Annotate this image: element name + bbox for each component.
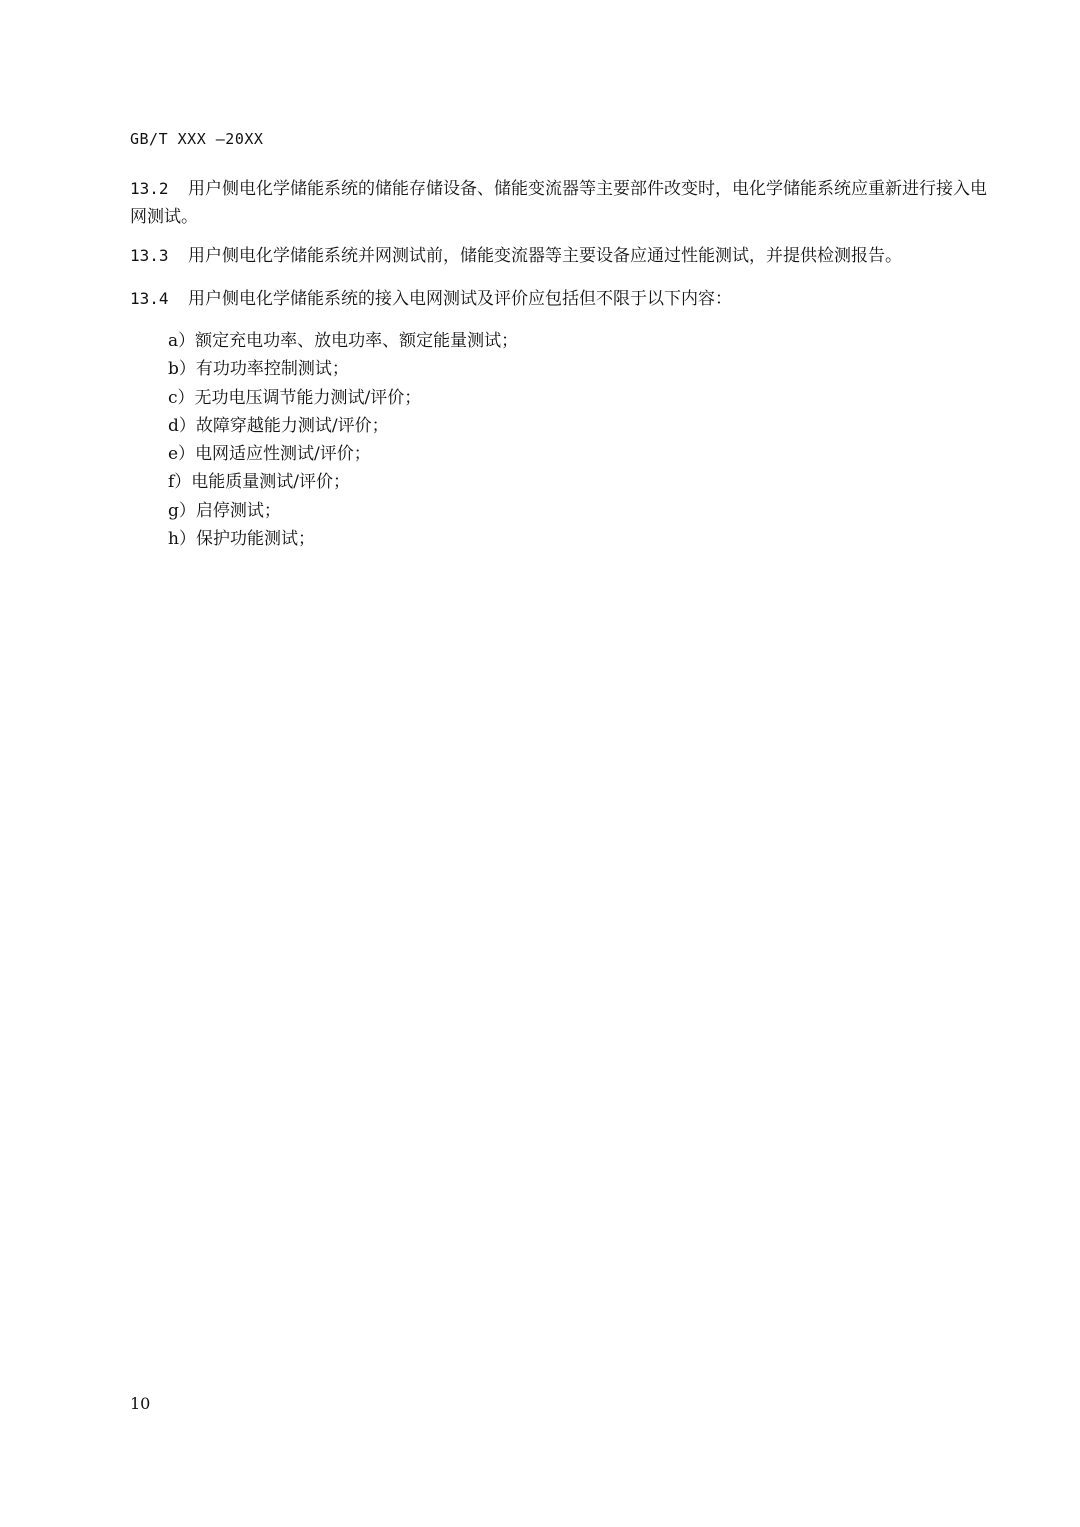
- list-item-text: 电网适应性测试/评价；: [195, 444, 371, 465]
- list-item: [168, 468, 968, 496]
- list-marker: f）: [168, 472, 192, 493]
- list-item: [168, 525, 968, 553]
- list-item: [168, 327, 968, 355]
- list-marker: e）: [168, 444, 196, 465]
- test-item-list: [168, 327, 968, 553]
- list-item-text: 有功功率控制测试；: [195, 359, 349, 380]
- clause-13-4: [130, 285, 990, 313]
- list-marker: c）: [168, 387, 195, 408]
- clause-13-3: [130, 242, 990, 270]
- list-item: [168, 412, 968, 440]
- list-item-text: 无功电压调节能力测试/评价；: [194, 387, 422, 408]
- clause-text: 用户侧电化学储能系统并网测试前，储能变流器等主要设备应通过性能测试，并提供检测报告。: [188, 246, 902, 266]
- list-item: [168, 355, 968, 383]
- list-item-text: 保护功能测试；: [195, 529, 315, 550]
- clause-number: 13.2: [130, 179, 169, 198]
- list-marker: g）: [168, 500, 196, 521]
- list-item-text: 故障穿越能力测试/评价；: [195, 415, 389, 436]
- clause-number: 13.3: [130, 246, 169, 265]
- page-number: 10: [130, 1394, 151, 1413]
- clause-number: 13.4: [130, 289, 169, 308]
- clause-text: 用户侧电化学储能系统的储能存储设备、储能变流器等主要部件改变时，电化学储能系统应重新进行接入电网测试。: [130, 179, 987, 227]
- standard-code-header: GB/T XXX —20XX: [130, 130, 264, 148]
- list-marker: a）: [168, 331, 196, 351]
- list-item-text: 启停测试；: [195, 500, 281, 521]
- list-marker: b）: [168, 359, 196, 380]
- list-marker: h）: [168, 529, 196, 550]
- clause-text: 用户侧电化学储能系统的接入电网测试及评价应包括但不限于以下内容：: [188, 289, 732, 309]
- list-item-text: 额定充电功率、放电功率、额定能量测试；: [195, 331, 519, 351]
- list-item: [168, 440, 968, 468]
- list-item: [168, 497, 968, 525]
- list-item-text: 电能质量测试/评价；: [191, 472, 351, 493]
- list-item: [168, 384, 968, 412]
- clause-13-2: [130, 175, 990, 231]
- list-marker: d）: [168, 415, 196, 436]
